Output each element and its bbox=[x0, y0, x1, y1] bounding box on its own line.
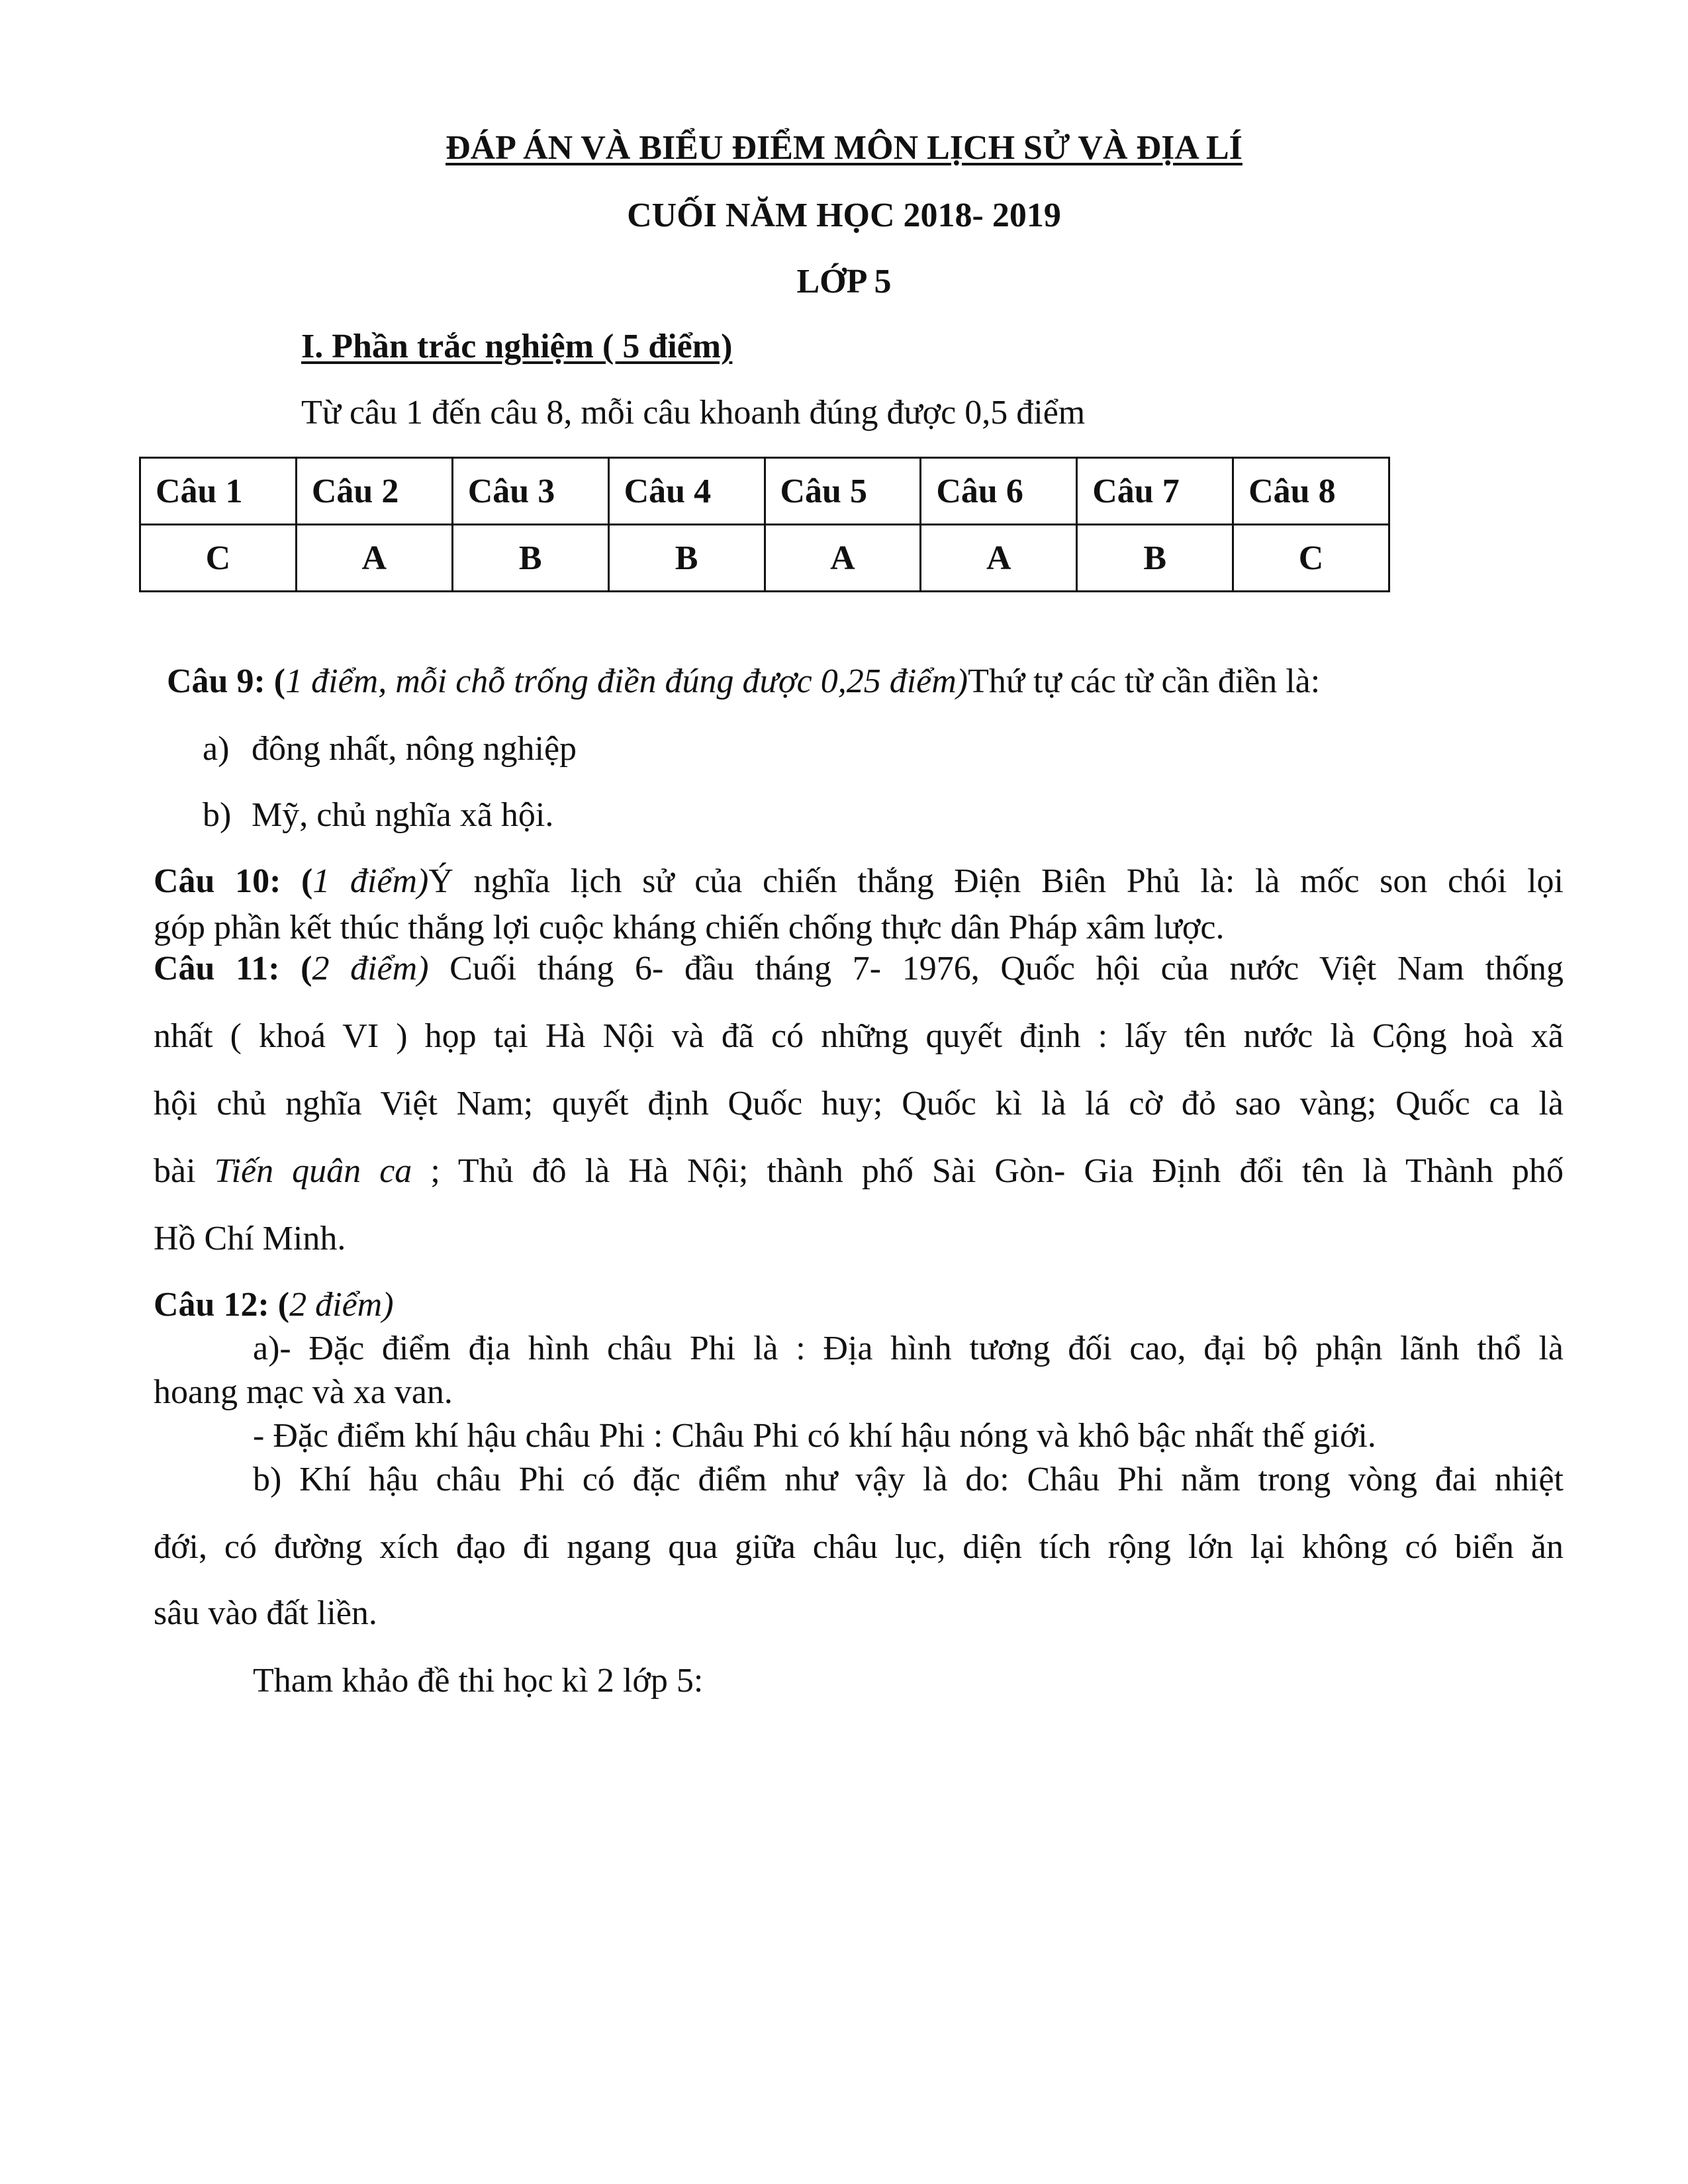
q11-label: Câu 11: bbox=[154, 950, 280, 987]
q10-open-paren: ( bbox=[301, 862, 313, 900]
reference-note: Tham khảo đề thi học kì 2 lớp 5: bbox=[253, 1662, 704, 1700]
q11-line-3: hội chủ nghĩa Việt Nam; quyết định Quốc huy; Quốc kì là lá cờ đỏ sao vàng; Quốc ca là bbox=[154, 1085, 1564, 1122]
answer-cell: B bbox=[452, 525, 608, 592]
q11-line-1 bbox=[154, 948, 1564, 990]
q10-line-2: góp phần kết thúc thắng lợi cuộc kháng chiến chống thực dân Pháp xâm lược. bbox=[154, 909, 1225, 946]
q9-a-text: đông nhất, nông nghiệp bbox=[252, 730, 577, 768]
q9-b-marker: b) bbox=[203, 796, 232, 834]
answer-table-answer-row bbox=[140, 525, 1389, 592]
q9-score: 1 điểm, mỗi chỗ trống điền đúng được 0,25 điểm) bbox=[285, 662, 968, 700]
answer-cell: B bbox=[1077, 525, 1233, 592]
q9-text: Thứ tự các từ cần điền là: bbox=[968, 662, 1321, 700]
answer-table-header-row bbox=[140, 458, 1389, 525]
q12-heading bbox=[154, 1284, 394, 1326]
q12-score: 2 điểm) bbox=[289, 1286, 394, 1324]
q12-a-line-1: a)- Đặc điểm địa hình châu Phi là : Địa hình tương đối cao, đại bộ phận lãnh thổ là bbox=[253, 1330, 1564, 1367]
q10-line-1 bbox=[154, 860, 1564, 903]
question-cell: Câu 2 bbox=[296, 458, 452, 525]
q12-b-line-3: sâu vào đất liền. bbox=[154, 1594, 377, 1632]
question-cell: Câu 1 bbox=[140, 458, 297, 525]
q12-b-line-2: đới, có đường xích đạo đi ngang qua giữa châu lục, diện tích rộng lớn lại không có biển ăn bbox=[154, 1528, 1564, 1566]
q9-b-text: Mỹ, chủ nghĩa xã hội. bbox=[252, 796, 554, 834]
q9-open-paren: ( bbox=[273, 662, 286, 700]
question-cell: Câu 8 bbox=[1233, 458, 1389, 525]
q12-b-line-1: b) Khí hậu châu Phi có đặc điểm như vậy là do: Châu Phi nằm trong vòng đai nhiệt bbox=[253, 1461, 1564, 1498]
answer-table bbox=[139, 457, 1390, 592]
answer-cell: A bbox=[765, 525, 921, 592]
answer-cell: B bbox=[608, 525, 765, 592]
q10-label: Câu 10: bbox=[154, 862, 281, 900]
question-cell: Câu 7 bbox=[1077, 458, 1233, 525]
q11-open-paren: ( bbox=[301, 950, 312, 987]
q11-text-1: Cuối tháng 6- đầu tháng 7- 1976, Quốc hội của nước Việt Nam thống bbox=[449, 950, 1564, 987]
q11-line-4 bbox=[154, 1150, 1564, 1193]
q9-line bbox=[167, 660, 1320, 703]
question-cell: Câu 6 bbox=[921, 458, 1077, 525]
q10-text-1: Ý nghĩa lịch sử của chiến thắng Điện Biên Phủ là: là mốc son chói lọi bbox=[428, 862, 1564, 900]
part1-instruction: Từ câu 1 đến câu 8, mỗi câu khoanh đúng được 0,5 điểm bbox=[301, 394, 1086, 432]
q11-song-title: Tiến quân ca bbox=[214, 1152, 412, 1190]
answer-cell: A bbox=[296, 525, 452, 592]
q12-open-paren: ( bbox=[277, 1286, 290, 1324]
part1-heading: I. Phần trắc nghiệm ( 5 điểm) bbox=[301, 328, 733, 365]
q11-score: 2 điểm) bbox=[312, 950, 429, 987]
q9-label: Câu 9: bbox=[167, 662, 265, 700]
q11-line-5: Hồ Chí Minh. bbox=[154, 1220, 346, 1257]
question-cell: Câu 5 bbox=[765, 458, 921, 525]
q11-line-2: nhất ( khoá VI ) họp tại Hà Nội và đã có những quyết định : lấy tên nước là Cộng hoà xã bbox=[154, 1017, 1564, 1055]
answer-cell: C bbox=[140, 525, 297, 592]
question-cell: Câu 4 bbox=[608, 458, 765, 525]
q12-climate-line: - Đặc điểm khí hậu châu Phi : Châu Phi có khí hậu nóng và khô bậc nhất thế giới. bbox=[253, 1417, 1376, 1455]
q11-text-4-post: ; Thủ đô là Hà Nội; thành phố Sài Gòn- Gia Định đổi tên là Thành phố bbox=[430, 1152, 1564, 1190]
question-cell: Câu 3 bbox=[452, 458, 608, 525]
document-title: ĐÁP ÁN VÀ BIỂU ĐIỂM MÔN LỊCH SỬ VÀ ĐỊA LÍ bbox=[445, 129, 1243, 167]
document-subtitle: CUỐI NĂM HỌC 2018- 2019 bbox=[627, 197, 1061, 234]
grade-label: LỚP 5 bbox=[796, 263, 892, 300]
q12-a-line-2: hoang mạc và xa van. bbox=[154, 1373, 453, 1411]
q10-score: 1 điểm) bbox=[312, 862, 429, 900]
q12-label: Câu 12: bbox=[154, 1286, 269, 1324]
q9-a-marker: a) bbox=[203, 730, 230, 768]
answer-cell: A bbox=[921, 525, 1077, 592]
answer-cell: C bbox=[1233, 525, 1389, 592]
q11-text-4-pre: bài bbox=[154, 1152, 196, 1190]
